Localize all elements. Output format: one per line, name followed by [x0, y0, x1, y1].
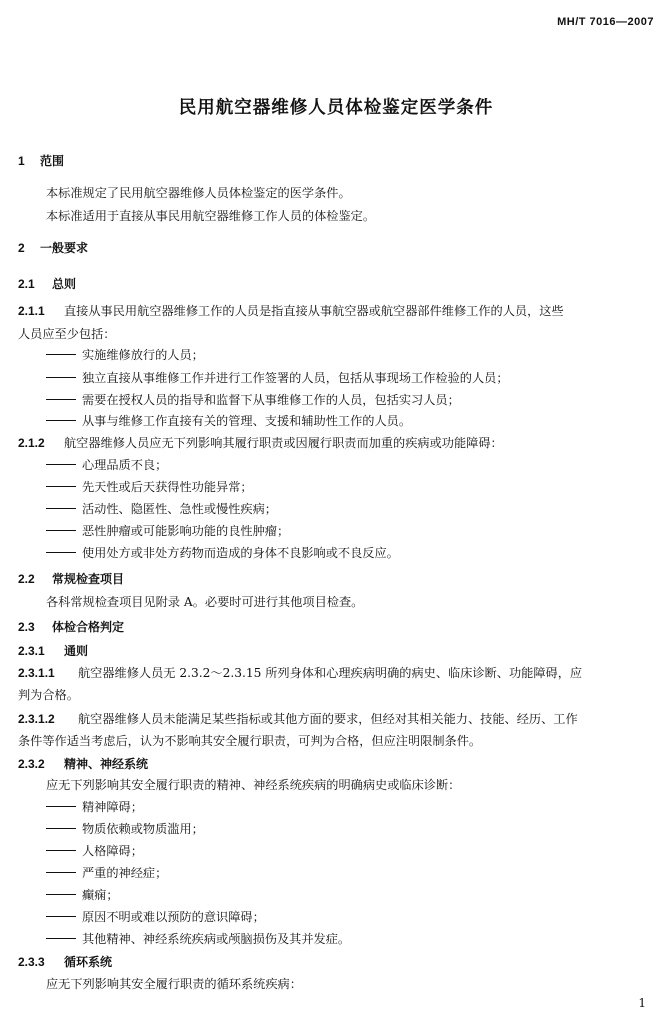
list-item-text: 其他精神、神经系统疾病或颅脑损伤及其并发症。 [82, 932, 351, 946]
dash-marker [46, 399, 76, 400]
clause-2-3-1-2 [18, 710, 578, 727]
list-item-text: 活动性、隐匿性、急性或慢性疾病； [82, 502, 277, 516]
list-item-text: 从事与维修工作直接有关的管理、支援和辅助性工作的人员。 [82, 414, 412, 428]
clause-number: 2.1.2 [18, 436, 45, 450]
dash-marker [46, 377, 76, 378]
list-item-text: 独立直接从事维修工作并进行工作签署的人员，包括从事现场工作检验的人员； [82, 371, 509, 385]
list-item [46, 908, 265, 925]
section-number: 2 [18, 241, 25, 255]
dash-marker [46, 894, 76, 895]
paragraph: 本标准规定了民用航空器维修人员体检鉴定的医学条件。 [46, 186, 351, 200]
clause-2-1-1 [18, 302, 564, 319]
page-number: 1 [638, 996, 646, 1010]
list-item [46, 930, 350, 947]
section-title: 体检合格判定 [52, 620, 125, 634]
clause-text: 直接从事民用航空器维修工作的人员是指直接从事航空器或航空器部件维修工作的人员，这些 [64, 304, 564, 318]
list-item [46, 369, 509, 386]
clause-text: 航空器维修人员无 2.3.2～2.3.15 所列身体和心理疾病明确的病史、临床诊断、功能障碍，应 [78, 666, 583, 680]
list-item-text: 实施维修放行的人员； [82, 348, 204, 362]
list-item [46, 864, 167, 881]
section-number: 1 [18, 154, 25, 168]
section-2-3-1-heading [18, 642, 88, 659]
dash-marker [46, 806, 76, 807]
dash-marker [46, 938, 76, 939]
dash-marker [46, 872, 76, 873]
clause-text: 航空器维修人员应无下列影响其履行职责或因履行职责而加重的疾病或功能障碍： [64, 436, 503, 450]
section-title: 精神、神经系统 [64, 757, 149, 771]
section-title: 范围 [40, 154, 65, 168]
dash-marker [46, 552, 76, 553]
list-item-text: 癫痫； [82, 888, 119, 902]
list-item-text: 原因不明或难以预防的意识障碍； [82, 910, 265, 924]
section-title: 循环系统 [64, 955, 113, 969]
list-item [46, 346, 204, 363]
clause-number: 2.3.1.1 [18, 666, 55, 680]
list-item-text: 严重的神经症； [82, 866, 168, 880]
clause-text-continued: 人员应至少包括： [18, 327, 116, 341]
list-item [46, 798, 143, 815]
paragraph: 应无下列影响其安全履行职责的循环系统疾病： [46, 977, 302, 991]
section-2-3-3-heading [18, 953, 112, 970]
document-title: 民用航空器维修人员体检鉴定医学条件 [178, 98, 494, 118]
paragraph: 各科常规检查项目见附录 A。必要时可进行其他项目检查。 [46, 595, 364, 609]
section-title: 一般要求 [40, 241, 89, 255]
section-2-1-heading [18, 275, 76, 292]
list-item [46, 842, 143, 859]
clause-text-continued: 条件等作适当考虑后，认为不影响其安全履行职责，可判为合格，但应注明限制条件。 [18, 734, 482, 748]
section-number: 2.3.3 [18, 955, 45, 969]
dash-marker [46, 354, 76, 355]
section-number: 2.3.1 [18, 644, 45, 658]
section-number: 2.1 [18, 277, 35, 291]
list-item [46, 886, 119, 903]
list-item [46, 478, 253, 495]
list-item-text: 物质依赖或物质滥用； [82, 822, 204, 836]
paragraph: 本标准适用于直接从事民用航空器维修工作人员的体检鉴定。 [46, 209, 376, 223]
section-2-3-2-heading [18, 755, 148, 772]
list-item [46, 522, 289, 539]
section-2-2-heading [18, 570, 124, 587]
dash-marker [46, 850, 76, 851]
clause-text: 航空器维修人员未能满足某些指标或其他方面的要求，但经对其相关能力、技能、经历、工作 [78, 712, 578, 726]
list-item [46, 391, 460, 408]
list-item [46, 412, 411, 429]
list-item-text: 先天性或后天获得性功能异常； [82, 480, 253, 494]
section-2-heading [18, 239, 88, 256]
list-item-text: 精神障碍； [82, 800, 143, 814]
standard-code: MH/T 7016—2007 [557, 16, 654, 28]
section-title: 常规检查项目 [52, 572, 125, 586]
list-item [46, 820, 204, 837]
list-item-text: 使用处方或非处方药物而造成的身体不良影响或不良反应。 [82, 546, 399, 560]
dash-marker [46, 828, 76, 829]
section-title: 通则 [64, 644, 89, 658]
list-item-text: 恶性肿瘤或可能影响功能的良性肿瘤； [82, 524, 290, 538]
section-number: 2.3 [18, 620, 35, 634]
clause-2-3-1-1 [18, 664, 582, 681]
dash-marker [46, 420, 76, 421]
dash-marker [46, 508, 76, 509]
dash-marker [46, 486, 76, 487]
list-item-text: 心理品质不良； [82, 458, 168, 472]
section-1-heading [18, 152, 64, 169]
section-number: 2.2 [18, 572, 35, 586]
list-item-text: 需要在授权人员的指导和监督下从事维修工作的人员，包括实习人员； [82, 393, 460, 407]
section-title: 总则 [52, 277, 77, 291]
list-item-text: 人格障碍； [82, 844, 143, 858]
clause-number: 2.3.1.2 [18, 712, 55, 726]
clause-2-1-2 [18, 434, 503, 451]
clause-number: 2.1.1 [18, 304, 45, 318]
dash-marker [46, 916, 76, 917]
dash-marker [46, 530, 76, 531]
list-item [46, 500, 277, 517]
clause-text-continued: 判为合格。 [18, 688, 79, 702]
section-2-3-heading [18, 618, 124, 635]
list-item [46, 544, 399, 561]
list-item [46, 456, 167, 473]
dash-marker [46, 464, 76, 465]
paragraph: 应无下列影响其安全履行职责的精神、神经系统疾病的明确病史或临床诊断： [46, 778, 461, 792]
section-number: 2.3.2 [18, 757, 45, 771]
